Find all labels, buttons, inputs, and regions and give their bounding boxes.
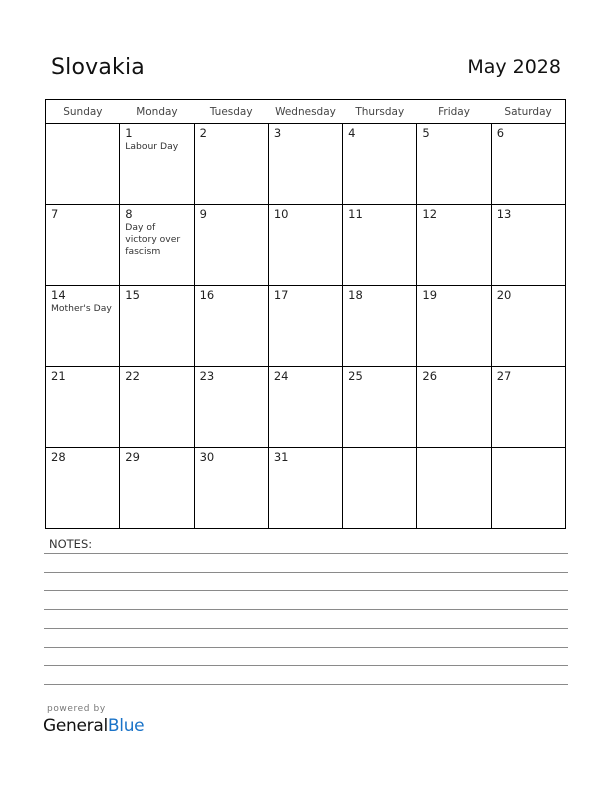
day-cell: [343, 286, 417, 367]
weekday-friday: Friday: [417, 100, 491, 124]
day-cell: [120, 448, 194, 529]
note-line: [44, 665, 568, 666]
day-number: 29: [125, 450, 140, 464]
day-cell: [417, 448, 491, 529]
weekday-thursday: Thursday: [343, 100, 417, 124]
day-cell: [343, 124, 417, 205]
day-cell: [417, 205, 491, 286]
day-cell: [268, 448, 342, 529]
weekday-tuesday: Tuesday: [194, 100, 268, 124]
notes-label: NOTES:: [49, 537, 93, 551]
day-cell: [491, 367, 565, 448]
brand-blue: Blue: [107, 716, 145, 736]
day-number: 9: [199, 207, 207, 221]
day-cell: [194, 367, 268, 448]
week-row: [46, 367, 566, 448]
day-number: 17: [273, 288, 289, 302]
day-number: 2: [199, 126, 207, 140]
day-cell: [120, 367, 194, 448]
week-row: [46, 124, 566, 205]
generalblue-logo: [43, 716, 144, 736]
week-row: [46, 205, 566, 286]
day-cell: [268, 124, 342, 205]
powered-by-text: powered by: [47, 704, 106, 714]
day-number: 11: [348, 207, 363, 221]
day-number: 13: [496, 207, 512, 221]
day-number: 31: [273, 450, 289, 464]
day-cell: [120, 286, 194, 367]
day-number: 6: [496, 126, 505, 140]
day-cell: [46, 124, 120, 205]
day-cell: [194, 205, 268, 286]
note-line: [44, 628, 568, 629]
day-cell: [120, 124, 194, 205]
holiday-label: Mother's Day: [51, 303, 112, 314]
day-number: 19: [422, 288, 438, 302]
day-number: 26: [422, 369, 438, 383]
day-cell: [417, 124, 491, 205]
weekday-header-row: [46, 100, 566, 124]
day-number: 14: [51, 288, 66, 302]
day-cell: [343, 205, 417, 286]
day-cell: [120, 205, 194, 286]
day-cell: [268, 286, 342, 367]
day-cell: [46, 286, 120, 367]
month-year-title: May 2028: [467, 56, 561, 78]
day-number: 22: [125, 369, 140, 383]
day-number: 12: [422, 207, 438, 221]
day-number: 25: [348, 369, 363, 383]
holiday-label: Labour Day: [125, 141, 179, 152]
day-number: 23: [199, 369, 215, 383]
week-row: [46, 448, 566, 529]
day-number: 16: [199, 288, 215, 302]
note-line: [44, 572, 568, 573]
day-number: 28: [51, 450, 66, 464]
day-cell: [194, 448, 268, 529]
day-number: 3: [273, 126, 282, 140]
holiday-label: Day of victory over fascism: [125, 222, 181, 257]
day-cell: [491, 124, 565, 205]
weekday-sunday: Sunday: [46, 100, 120, 124]
day-cell: [343, 367, 417, 448]
day-cell: [268, 367, 342, 448]
note-line: [44, 647, 568, 648]
day-cell: [194, 286, 268, 367]
day-number: 20: [496, 288, 512, 302]
note-line: [44, 590, 568, 591]
day-number: 24: [273, 369, 289, 383]
day-cell: [46, 367, 120, 448]
day-number: 30: [199, 450, 215, 464]
day-number: 10: [273, 207, 289, 221]
note-line: [44, 684, 568, 685]
note-line: [44, 609, 568, 610]
weekday-saturday: Saturday: [491, 100, 565, 124]
day-number: 18: [348, 288, 363, 302]
country-title: Slovakia: [51, 55, 145, 80]
day-number: 4: [348, 126, 356, 140]
day-cell: [46, 205, 120, 286]
day-number: 8: [125, 207, 133, 221]
day-number: 27: [496, 369, 512, 383]
day-cell: [417, 367, 491, 448]
day-cell: [491, 205, 565, 286]
calendar-grid: [45, 99, 566, 529]
day-cell: [491, 286, 565, 367]
day-cell: [194, 124, 268, 205]
day-cell: [491, 448, 565, 529]
weekday-monday: Monday: [120, 100, 194, 124]
day-cell: [343, 448, 417, 529]
day-number: 21: [51, 369, 66, 383]
weekday-wednesday: Wednesday: [268, 100, 342, 124]
day-cell: [268, 205, 342, 286]
note-line: [44, 553, 568, 554]
day-number: 15: [125, 288, 140, 302]
day-cell: [46, 448, 120, 529]
day-cell: [417, 286, 491, 367]
week-row: [46, 286, 566, 367]
brand-general: General: [43, 716, 108, 736]
day-number: 5: [422, 126, 430, 140]
day-number: 7: [51, 207, 59, 221]
day-number: 1: [125, 126, 133, 140]
